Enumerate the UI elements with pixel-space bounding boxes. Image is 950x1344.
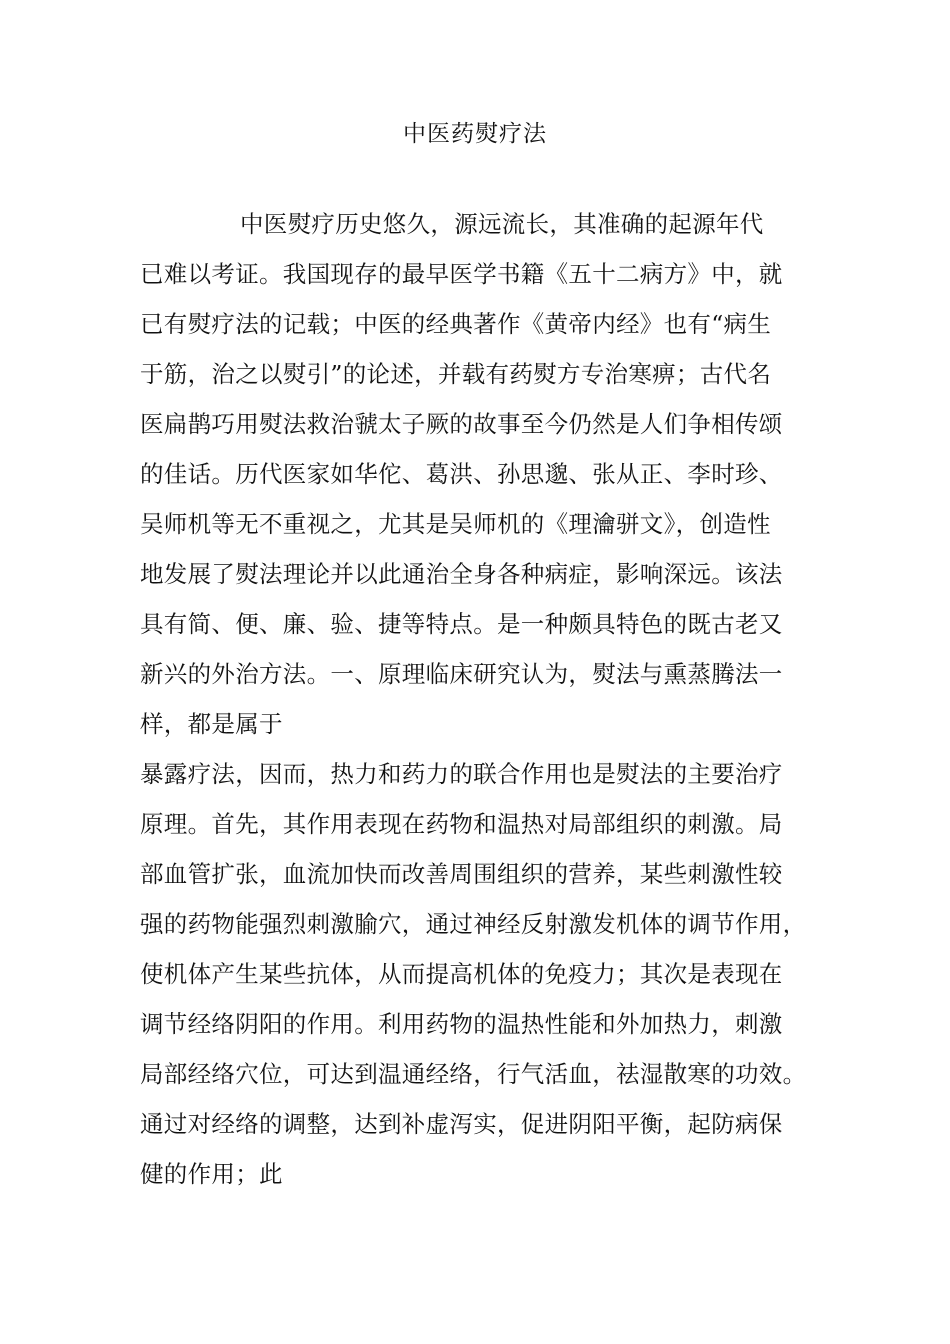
paragraph-line: 中医熨疗历史悠久，源远流长，其准确的起源年代 xyxy=(240,210,764,238)
paragraph-line: 已有熨疗法的记载；中医的经典著作《黄帝内经》也有“病生 xyxy=(140,310,772,338)
paragraph-line: 样，都是属于 xyxy=(140,710,283,738)
paragraph-line: 具有简、便、廉、验、捷等特点。是一种颇具特色的既古老又 xyxy=(140,610,783,638)
paragraph-line: 吴师机等无不重视之，尤其是吴师机的《理瀹骈文》，创造性 xyxy=(140,510,771,538)
paragraph-line: 强的药物能强烈刺激腧穴，通过神经反射激发机体的调节作用， xyxy=(140,910,807,938)
paragraph-line: 局部经络穴位，可达到温通经络，行气活血，祛湿散寒的功效。 xyxy=(140,1060,807,1088)
document-body xyxy=(140,207,830,1207)
paragraph-line: 通过对经络的调整，达到补虚泻实，促进阴阳平衡，起防病保 xyxy=(140,1110,783,1138)
paragraph-line: 部血管扩张，血流加快而改善周围组织的营养，某些刺激性较 xyxy=(140,860,783,888)
paragraph-line: 于筋，治之以熨引”的论述，并载有药熨方专治寒痹；古代名 xyxy=(140,360,772,388)
paragraph-line: 暴露疗法，因而，热力和药力的联合作用也是熨法的主要治疗 xyxy=(140,760,783,788)
document-title: 中医药熨疗法 xyxy=(403,121,547,147)
paragraph-line: 原理。首先，其作用表现在药物和温热对局部组织的刺激。局 xyxy=(140,810,783,838)
paragraph-line: 新兴的外治方法。一、原理临床研究认为，熨法与熏蒸腾法一 xyxy=(140,660,783,688)
paragraph-line: 地发展了熨法理论并以此通治全身各种病症，影响深远。该法 xyxy=(140,560,783,588)
paragraph-line: 健的作用；此 xyxy=(140,1160,283,1188)
paragraph-line: 的佳话。历代医家如华佗、葛洪、孙思邈、张从正、李时珍、 xyxy=(140,460,783,488)
paragraph-line: 已难以考证。我国现存的最早医学书籍《五十二病方》中，就 xyxy=(140,260,783,288)
paragraph-line: 医扁鹊巧用熨法救治虢太子厥的故事至今仍然是人们争相传颂 xyxy=(140,410,783,438)
paragraph-line: 调节经络阴阳的作用。利用药物的温热性能和外加热力，刺激 xyxy=(140,1010,783,1038)
paragraph-line: 使机体产生某些抗体，从而提高机体的免疫力；其次是表现在 xyxy=(140,960,783,988)
